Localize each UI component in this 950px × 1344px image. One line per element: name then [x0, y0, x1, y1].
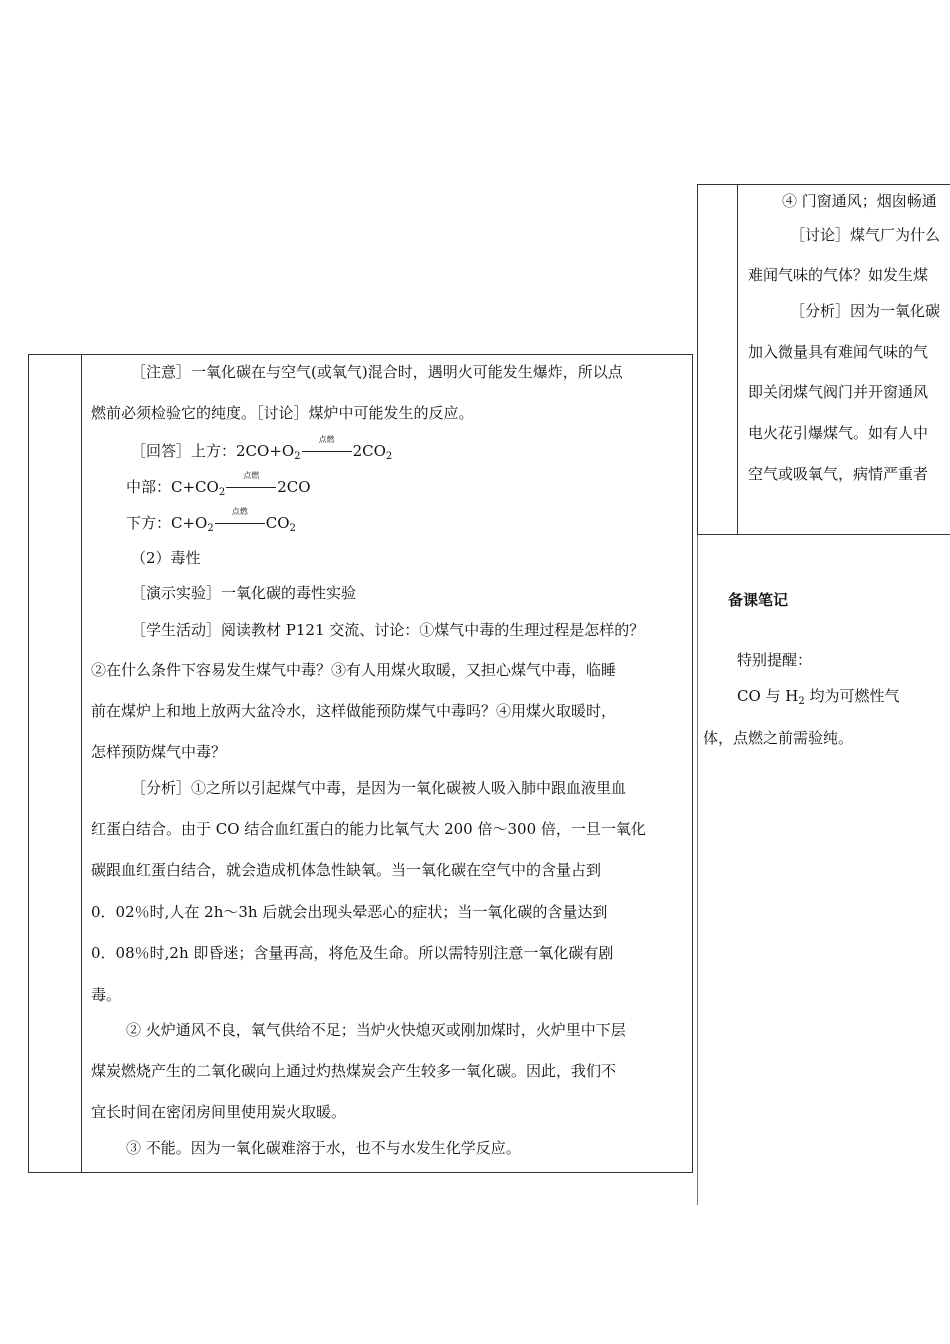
reminder-line-1: CO 与 $H_2$ 均为可燃性气	[737, 687, 900, 707]
analysis-line-2: 红蛋白结合。由于 CO 结合血红蛋白的能力比氧气大 200 倍～300 倍，一旦一氧化	[91, 820, 646, 838]
analysis-line-4: 0．02％时,人在 2h～3h 后就会出现头晕恶心的症状；当一氧化碳的含量达到	[91, 903, 608, 921]
right-line-7: 电火花引爆煤气。如有人中	[748, 424, 929, 442]
note-line-1: ［注意］一氧化碳在与空气(或氧气)混合时，遇明火可能发生爆炸，所以点	[131, 363, 623, 381]
para2-line-1: ② 火炉通风不良，氧气供给不足；当炉火快熄灭或刚加煤时，火炉里中下层	[126, 1021, 626, 1039]
reminder-line-2: 体，点燃之前需验纯。	[703, 729, 854, 747]
right-line-8: 空气或吸氧气，病情严重者	[748, 465, 929, 483]
right-line-6: 即关闭煤气阀门并开窗通风	[748, 383, 929, 401]
main-table-top-border	[28, 354, 693, 355]
equation-upper: ［回答］上方：$2CO+O_2$ 点燃 $2CO_2$	[131, 435, 393, 462]
reaction-arrow: 点燃	[215, 512, 265, 526]
equation-lower: 下方：$C+O_2$ 点燃 $CO_2$	[126, 507, 296, 534]
right-line-5: 加入微量具有难闻气味的气	[748, 343, 929, 361]
note-line-2: 燃前必须检验它的纯度。［讨论］煤炉中可能发生的反应。	[91, 404, 474, 422]
student-line-3: 前在煤炉上和地上放两大盆冷水，这样做能预防煤气中毒吗？④用煤火取暖时，	[91, 702, 617, 720]
main-table-bottom-border	[28, 1172, 693, 1173]
analysis-line-1: ［分析］①之所以引起煤气中毒，是因为一氧化碳被人吸入肺中跟血液里血	[131, 779, 627, 797]
reaction-arrow: 点燃	[226, 476, 276, 490]
main-table-right-border	[692, 354, 693, 1173]
main-table-left-border	[28, 354, 29, 1173]
right-line-2: ［讨论］煤气厂为什么	[790, 226, 941, 244]
right-line-1: ④ 门窗通风；烟囱畅通	[782, 192, 937, 210]
para3-line: ③ 不能。因为一氧化碳难溶于水，也不与水发生化学反应。	[126, 1139, 521, 1157]
analysis-line-3: 碳跟血红蛋白结合，就会造成机体急性缺氧。当一氧化碳在空气中的含量占到	[91, 861, 602, 879]
reaction-arrow: 点燃	[302, 440, 352, 454]
analysis-line-6: 毒。	[91, 986, 122, 1004]
analysis-line-5: 0．08％时,2h 即昏迷；含量再高，将危及生命。所以需特别注意一氧化碳有剧	[91, 944, 614, 962]
right-table-content	[738, 185, 950, 535]
right-line-3: 难闻气味的气体？如发生煤	[748, 266, 929, 284]
sidebar-heading: 备课笔记	[728, 591, 789, 609]
equation-middle: 中部：$C+CO_2$ 点燃 2CO	[126, 471, 311, 498]
student-line-1: ［学生活动］阅读教材 P121 交流、讨论：①煤气中毒的生理过程是怎样的？	[131, 621, 645, 639]
para2-line-2: 煤炭燃烧产生的二氧化碳向上通过灼热煤炭会产生较多一氧化碳。因此，我们不	[91, 1062, 617, 1080]
student-line-2: ②在什么条件下容易发生煤气中毒？③有人用煤火取暖，又担心煤气中毒，临睡	[91, 661, 617, 679]
right-table-left-border	[697, 184, 698, 535]
main-table-divider	[81, 354, 82, 1173]
section-toxicity: （2）毒性	[131, 549, 201, 567]
student-line-4: 怎样预防煤气中毒？	[91, 743, 227, 761]
right-column-rule	[697, 535, 698, 1205]
right-line-4: ［分析］因为一氧化碳	[790, 302, 941, 320]
demo-experiment: ［演示实验］一氧化碳的毒性实验	[131, 584, 357, 602]
para2-line-3: 宜长时间在密闭房间里使用炭火取暖。	[91, 1103, 347, 1121]
reminder-label: 特别提醒：	[737, 651, 813, 669]
